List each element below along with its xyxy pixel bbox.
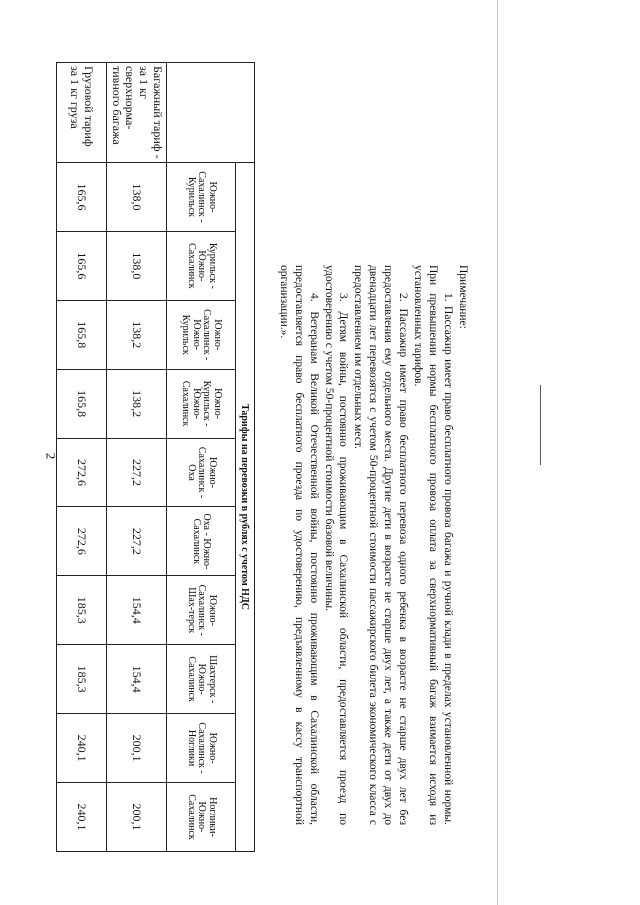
tariff-value-cell: 185,3 — [56, 576, 106, 645]
table-corner-cell — [167, 63, 255, 163]
route-header: Курильск - Южно-Сахалинск — [167, 231, 236, 300]
tariff-value-cell: 240,1 — [56, 714, 106, 783]
page-number: 2 — [43, 452, 59, 460]
tariff-value-cell: 227,2 — [106, 507, 166, 576]
tariff-value-cell: 138,0 — [106, 163, 166, 232]
route-header: Ноглики-Южно-Сахалинск — [167, 783, 236, 852]
tariff-value-cell: 185,3 — [56, 645, 106, 714]
tariff-value-cell: 200,1 — [106, 714, 166, 783]
route-header: Шахтерск - Южно-Сахалинск — [167, 645, 236, 714]
route-header: Южно-Сахалинск - Южно-Курильск — [167, 300, 236, 369]
route-header: Южно-Сахалинск - Ноглики — [167, 714, 236, 783]
tariff-value-cell: 138,2 — [106, 300, 166, 369]
table-row — [106, 63, 166, 852]
route-header: Оха - Южно-Сахалинск — [167, 507, 236, 576]
route-header: Южно-Сахалинск - Шах-терск — [167, 576, 236, 645]
route-header: Южно-Курильск - Южно-Сахалинск — [167, 369, 236, 438]
row-label: Грузовой тариф за 1 кг груза — [56, 63, 106, 163]
table-body — [56, 63, 166, 852]
notes-heading: Примечание: — [457, 265, 469, 329]
tariff-value-cell: 154,4 — [106, 576, 166, 645]
tariff-value-cell: 138,0 — [106, 231, 166, 300]
tariff-value-cell: 165,8 — [56, 369, 106, 438]
note-item: 3. Детям войны, постоянно проживающим в Сахалинской области, предоставляется проезд по удостоверению с учетом 50-процентной стоимости базовой величины. — [322, 265, 350, 825]
route-header: Южно-Сахалинск - Оха — [167, 438, 236, 507]
notes-section — [276, 265, 470, 825]
note-item: 4. Ветеранам Великой Отечественной войны, постоянно проживающим в Сахалинской области, предоставляется право бесплатного проезда по удостоверению, предъявленному в кассу транспортной организации.». — [277, 265, 320, 825]
tariff-value-cell: 272,6 — [56, 507, 106, 576]
tariff-value-cell: 240,1 — [56, 783, 106, 852]
tariff-value-cell: 138,2 — [106, 369, 166, 438]
table-header-row — [236, 63, 255, 852]
table-row — [56, 63, 106, 852]
tariff-table — [56, 62, 255, 852]
route-header-row — [167, 63, 236, 852]
tariff-value-cell: 165,6 — [56, 163, 106, 232]
note-item: 1. Пассажир имеет право бесплатного провоза багажа и ручной клади в пределах установленной нормы. При превышении нормы бесплатного провоза оплата за сверхнормативный багаж взимается исходя из установленных тарифов. — [412, 265, 455, 825]
tariff-value-cell: 165,8 — [56, 300, 106, 369]
table-super-header: Тарифы на перевозки в рублях с учетом НДС — [236, 163, 255, 852]
tariff-value-cell: 154,4 — [106, 645, 166, 714]
note-item: 2. Пассажир имеет право бесплатного перевоза одного ребенка в возрасте не старше двух лет без предоставления ему отдельного места. Другие дети в возрасте не старше двух лет, а также дети от двух до двенадцати лет перевозятся с учетом 50-процентной стоимости пассажирского билета экономического класса с предоставлением им отдельных мест. — [352, 265, 410, 825]
tariff-value-cell: 165,6 — [56, 231, 106, 300]
tariff-value-cell: 200,1 — [106, 783, 166, 852]
tariff-value-cell: 227,2 — [106, 438, 166, 507]
route-header: Южно-Сахалинск - Курильск — [167, 163, 236, 232]
row-label: Багажный тариф - за 1 кг сверхнорма-тивного багажа — [106, 63, 166, 163]
tariff-value-cell: 272,6 — [56, 438, 106, 507]
